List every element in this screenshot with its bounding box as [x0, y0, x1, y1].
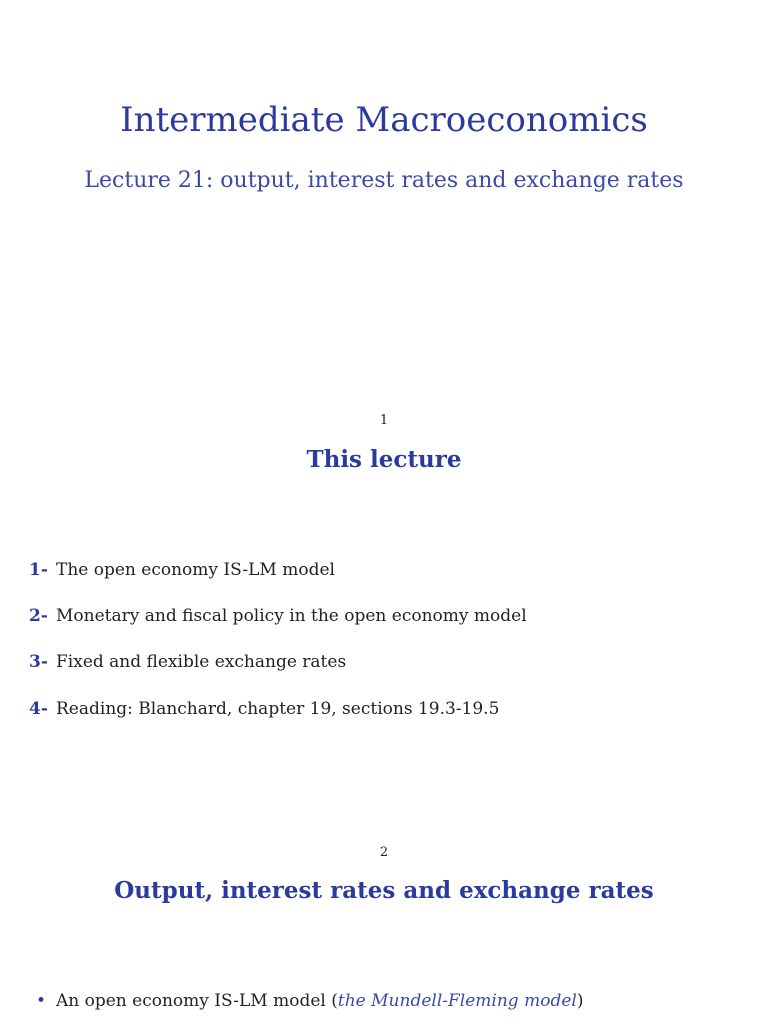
numbered-item [29, 651, 346, 673]
item-number: 1- [29, 560, 48, 580]
item-number: 3- [29, 652, 48, 672]
numbered-item [29, 605, 527, 627]
main-title: Intermediate Macroeconomics [120, 100, 648, 140]
item-text: Fixed and flexible exchange rates [56, 652, 347, 672]
bullet-text: An open economy IS-LM model ( [56, 991, 338, 1011]
model-name-emphasis: the Mundell-Fleming model [337, 991, 577, 1011]
page-number-1: 1 [379, 413, 389, 428]
item-text: The open economy IS-LM model [56, 560, 335, 580]
section-title-this-lecture: This lecture [306, 446, 462, 473]
item-text: Reading: Blanchard, chapter 19, sections 19.3-19.5 [56, 699, 500, 719]
page-number-2: 2 [379, 845, 389, 860]
bullet-text-close: ) [576, 991, 584, 1011]
bullet-item [36, 990, 583, 1012]
section-title-output-rates: Output, interest rates and exchange rates [114, 877, 654, 904]
bullet-icon: • [36, 991, 47, 1011]
item-number: 2- [29, 606, 48, 626]
numbered-item [29, 559, 335, 581]
item-text: Monetary and fiscal policy in the open economy model [56, 606, 527, 626]
lecture-subtitle: Lecture 21: output, interest rates and exchange rates [84, 168, 684, 193]
item-number: 4- [29, 699, 48, 719]
numbered-item [29, 698, 499, 720]
